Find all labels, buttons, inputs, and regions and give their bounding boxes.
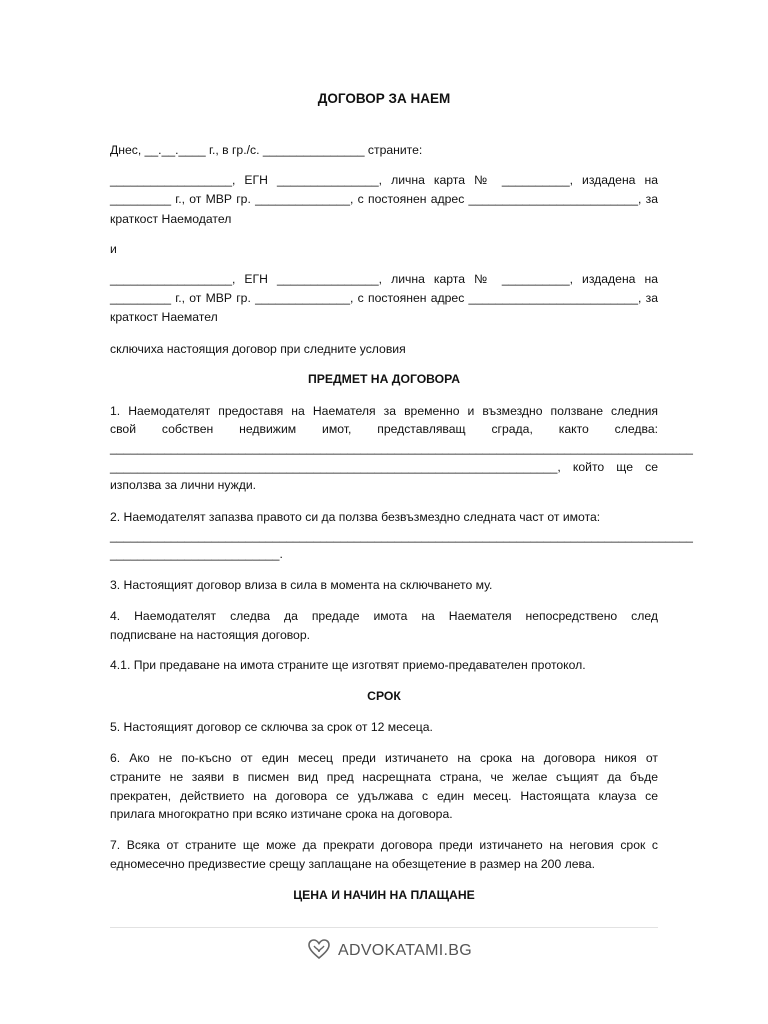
section-heading-price: ЦЕНА И НАЧИН НА ПЛАЩАНЕ <box>293 888 475 902</box>
tenant-line-2: _________ г., от МВР гр. ______________, с постоянен адрес _________________________, за <box>110 291 658 305</box>
tenant-line-1: __________________, ЕГН _______________, лична карта № __________, издадена на <box>110 272 658 286</box>
tenant-line-3: краткост Наемател <box>110 310 218 324</box>
clause-4-line-2: подписване на настоящия договор. <box>110 628 310 642</box>
clause-1-line-3: ______________________________________________________________________________________ <box>110 441 693 455</box>
clause-6-line-4: прилага многократно при всяко изтичане срока на договора. <box>110 807 453 821</box>
clause-5: 5. Настоящият договор се сключва за срок от 12 месеца. <box>110 720 433 734</box>
clause-4-line-1: 4. Наемодателят следва да предаде имота на Наемателя непосредствено след <box>110 609 658 623</box>
clause-6-line-2: страните не заяви в писмен вид пред насрещната страна, че желае същият да бъде <box>110 770 658 784</box>
clause-1-line-4: __________________________________________________________________, който ще се <box>110 460 658 474</box>
clause-2-line-1: 2. Наемодателят запазва правото си да ползва безвъзмездно следната част от имота: <box>110 510 601 524</box>
footer-logo <box>306 937 472 965</box>
document-title: ДОГОВОР ЗА НАЕМ <box>317 91 451 106</box>
footer-divider <box>110 927 658 928</box>
logo-text: ADVOKATAMI.BG <box>338 942 472 959</box>
clause-4-1: 4.1. При предаване на имота страните ще изготвят приемо-предавателен протокол. <box>110 658 586 672</box>
and-line: и <box>110 242 117 256</box>
clause-7-line-2: едномесечно предизвестие срещу заплащане на обезщетение в размер на 200 лева. <box>110 857 596 871</box>
clause-6-line-1: 6. Ако не по-късно от един месец преди изтичането на срока на договора никоя от <box>110 751 658 765</box>
clause-2-line-2: ______________________________________________________________________________________ <box>110 529 693 543</box>
conclusion-line: сключиха настоящия договор при следните условия <box>110 342 406 356</box>
section-heading-term: СРОК <box>367 689 401 703</box>
clause-3: 3. Настоящият договор влиза в сила в момента на сключването му. <box>110 578 493 592</box>
clause-6-line-3: прекратен, действието на договора се удължава с един месец. Настоящата клауза се <box>110 789 658 803</box>
heart-flourish-icon <box>306 937 332 966</box>
clause-7-line-1: 7. Всяка от страните ще може да прекрати договора преди изтичането на неговия срок с <box>110 838 658 852</box>
landlord-line-3: краткост Наемодател <box>110 212 232 226</box>
clause-1-line-2: свой собствен недвижим имот, представляващ сграда, както следва: <box>110 422 658 436</box>
landlord-line-1: __________________, ЕГН _______________, лична карта № __________, издадена на <box>110 173 658 187</box>
section-heading-subject: ПРЕДМЕТ НА ДОГОВОРА <box>307 372 461 386</box>
intro-line: Днес, __.__.____ г., в гр./с. _______________ страните: <box>110 143 423 157</box>
clause-1-line-1: 1. Наемодателят предоставя на Наемателя за временно и възмездно ползване следния <box>110 404 658 418</box>
clause-1-line-5: използва за лични нужди. <box>110 478 257 492</box>
clause-2-line-3: _________________________. <box>110 547 283 561</box>
landlord-line-2: _________ г., от МВР гр. ______________, с постоянен адрес _________________________, за <box>110 192 658 206</box>
